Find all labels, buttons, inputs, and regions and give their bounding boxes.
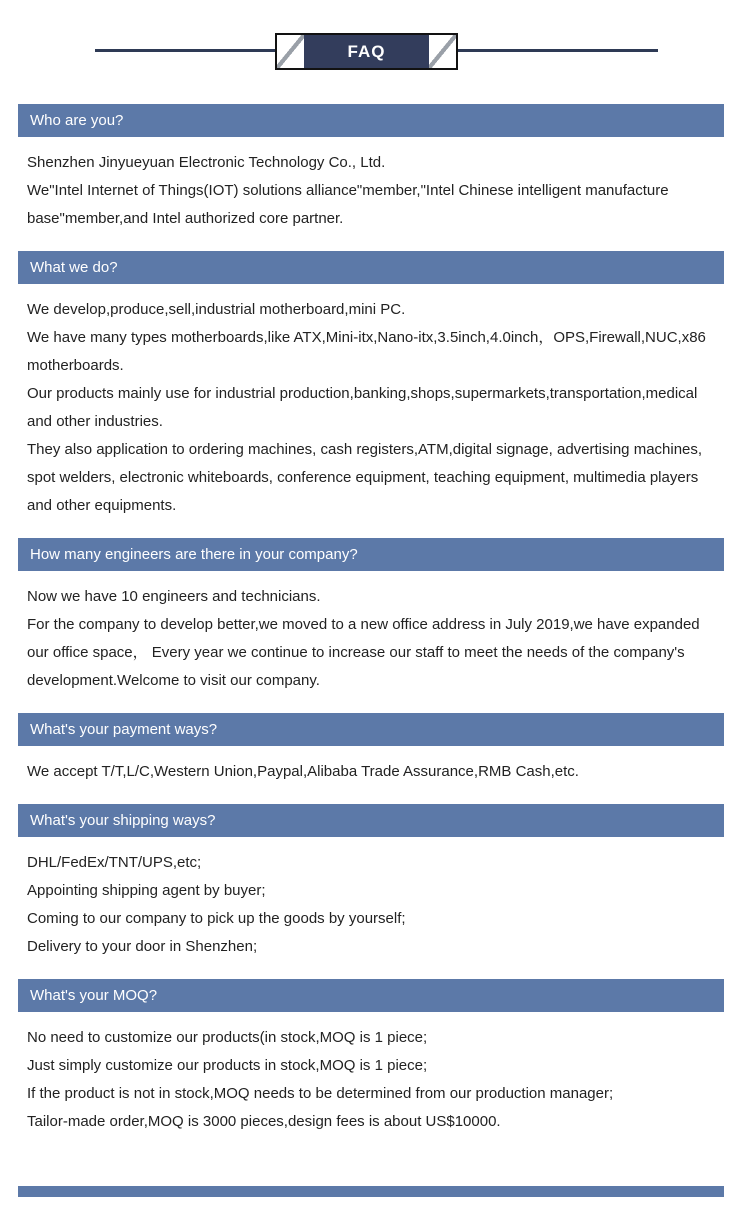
- question-text: How many engineers are there in your company?: [30, 546, 358, 563]
- answer-line: They also application to ordering machines, cash registers,ATM,digital signage, advertising machines, spot welders, electronic whiteboards, conference equipment, teaching equipment, multimedia players and other equipments.: [27, 441, 703, 514]
- question-text: What we do?: [30, 259, 118, 276]
- question-bar: [18, 713, 724, 746]
- question-bar: [18, 538, 724, 571]
- question-text: What's your MOQ?: [30, 987, 158, 1004]
- answer-line: Delivery to your door in Shenzhen;: [27, 938, 258, 955]
- banner-line-left: [95, 49, 277, 52]
- answer-line: Shenzhen Jinyueyuan Electronic Technology Co., Ltd.: [27, 154, 386, 171]
- answer-line: We accept T/T,L/C,Western Union,Paypal,Alibaba Trade Assurance,RMB Cash,etc.: [27, 763, 579, 780]
- answer-line: We"Intel Internet of Things(IOT) solutions alliance"member,"Intel Chinese intelligent manufacture base"member,and Intel authorized core partner.: [27, 182, 669, 227]
- answer-block: [27, 837, 722, 979]
- faq-section-engineers: [0, 538, 750, 713]
- answer-line: For the company to develop better,we moved to a new office address in July 2019,we have expanded our office space， Every year we continue to increase our staff to meet the needs of the company's development.Welcome to visit our company.: [27, 616, 700, 689]
- question-bar: [18, 979, 724, 1012]
- answer-line: DHL/FedEx/TNT/UPS,etc;: [27, 854, 202, 871]
- faq-section-who-are-you: [0, 104, 750, 251]
- question-bar: [18, 104, 724, 137]
- answer-line: If the product is not in stock,MOQ needs to be determined from our production manager;: [27, 1085, 614, 1102]
- answer-line: No need to customize our products(in stock,MOQ is 1 piece;: [27, 1029, 428, 1046]
- answer-block: [27, 1012, 722, 1154]
- banner-line-right: [456, 49, 658, 52]
- answer-line: Coming to our company to pick up the goods by yourself;: [27, 910, 406, 927]
- answer-line: We have many types motherboards,like ATX,Mini-itx,Nano-itx,3.5inch,4.0inch，OPS,Firewall,NUC,x86 motherboards.: [27, 329, 706, 374]
- answer-line: Just simply customize our products in stock,MOQ is 1 piece;: [27, 1057, 428, 1074]
- question-bar: [18, 251, 724, 284]
- answer-line: Now we have 10 engineers and technicians.: [27, 588, 321, 605]
- answer-block: [27, 137, 722, 251]
- answer-line: Appointing shipping agent by buyer;: [27, 882, 266, 899]
- question-text: Who are you?: [30, 112, 124, 129]
- faq-banner: [0, 33, 750, 70]
- answer-line: Tailor-made order,MOQ is 3000 pieces,design fees is about US$10000.: [27, 1113, 501, 1130]
- slash-icon: [429, 35, 456, 68]
- page-title: FAQ: [304, 35, 429, 68]
- answer-block: [27, 571, 722, 713]
- faq-section-moq: [0, 979, 750, 1154]
- faq-section-shipping: [0, 804, 750, 979]
- faq-title-box: [275, 33, 458, 70]
- question-bar: [18, 804, 724, 837]
- faq-section-what-we-do: [0, 251, 750, 538]
- answer-line: We develop,produce,sell,industrial motherboard,mini PC.: [27, 301, 406, 318]
- answer-block: [27, 284, 722, 538]
- faq-section-payment: [0, 713, 750, 804]
- question-text: What's your shipping ways?: [30, 812, 216, 829]
- slash-icon: [277, 35, 304, 68]
- question-text: What's your payment ways?: [30, 721, 218, 738]
- question-bar-partial: [18, 1186, 724, 1197]
- answer-block: [27, 746, 722, 804]
- answer-line: Our products mainly use for industrial production,banking,shops,supermarkets,transportation,medical and other industries.: [27, 385, 698, 430]
